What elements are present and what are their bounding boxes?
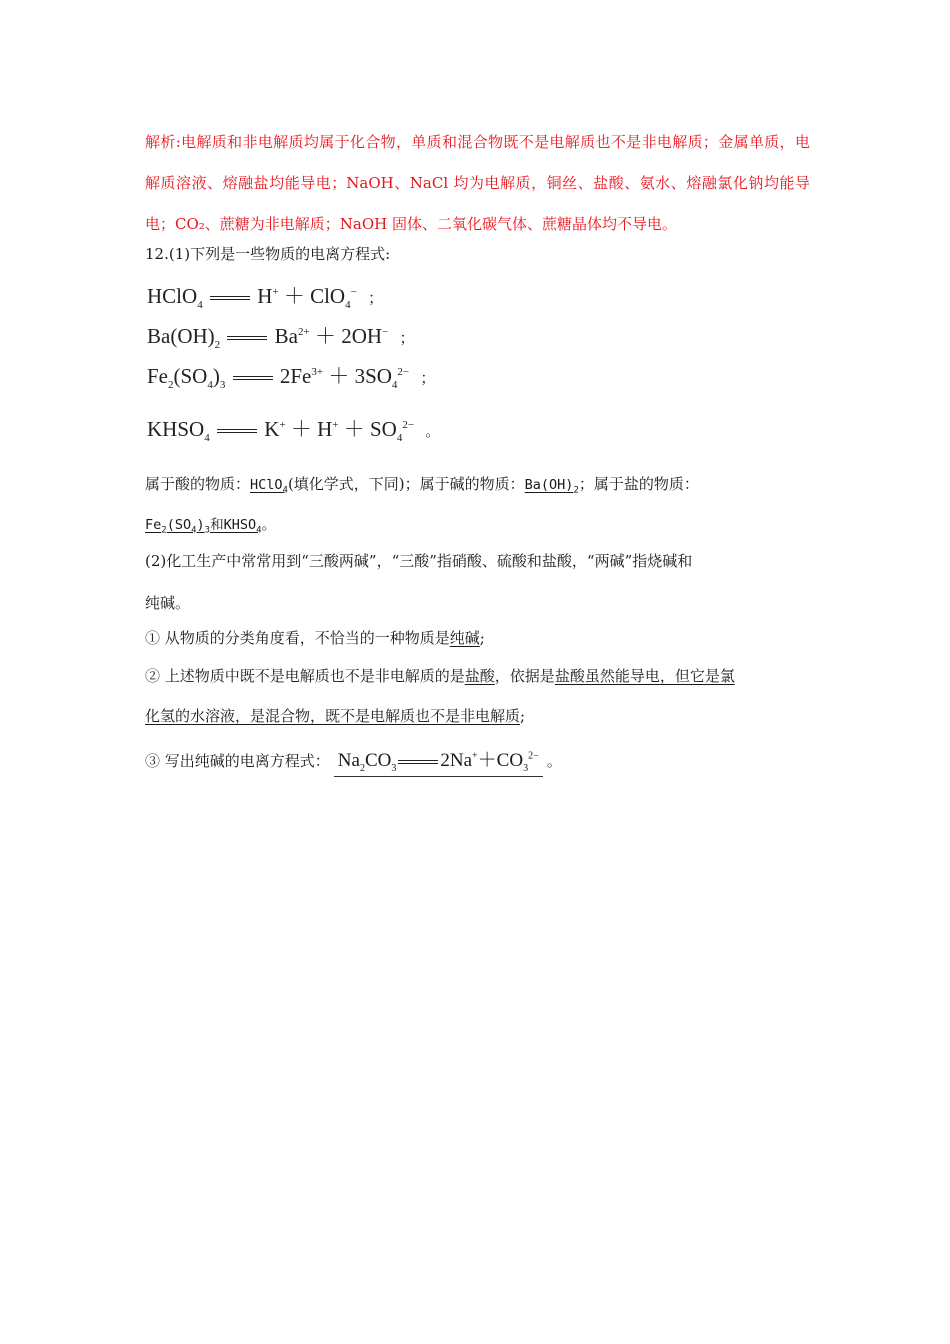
analysis-paragraph: 解析:电解质和非电解质均属于化合物，单质和混合物既不是电解质也不是非电解质；金属单质，电解质溶液、熔融盐均能导电；NaOH、NaCl 均为电解质，铜丝、盐酸、氨水、熔融氯化钠均能导电；CO₂、蔗糖为非电解质；NaOH 固体、二氧化碳气体、蔗糖晶体均不导电。 [145,133,810,233]
equals-arrow [233,376,273,380]
equals-arrow [210,296,250,300]
q2-reason-a: 盐酸虽然能导电，但它是氯 [554,667,735,685]
equation-fe2so43: $Fe_2(SO_4)_3$ $2Fe^{3+} + 3SO_4^{2-}$ ； [147,364,436,392]
subquestion-1: ① 从物质的分类角度看，不恰当的一种物质是纯碱; [145,629,485,647]
part2-line2: 纯碱。 [145,594,191,612]
equation-khso4: $KHSO_4$ $K^+ + H^+ + SO_4^{2-}$ 。 [147,417,441,445]
equals-arrow [398,760,438,764]
equals-arrow [227,336,267,340]
equals-arrow [217,429,257,433]
classification-line: 属于酸的物质：HClO$_4$(填化学式，下同)；属于碱的物质：$Ba(OH)_2$；属于盐的物质： [145,475,699,496]
q1-answer: 纯碱 [449,629,480,647]
question-title: 12.(1)下列是一些物质的电离方程式: [145,245,391,263]
q2-answer: 盐酸 [464,667,495,685]
part2-line1: (2)化工生产中常常用到“三酸两碱”，“三酸”指硝酸、硫酸和盐酸，“两碱”指烧碱和 [145,552,693,570]
equation-hclo4: HClO$_4$ H+ ＋ ClO$_4$− ； [147,284,384,312]
q3-answer-equation: $Na_2CO_3$ $2Na^++CO_3^{2-}$ [334,745,543,777]
q2-reason-b: 化氢的水溶液，是混合物，既不是电解质也不是非电解质 [145,707,521,725]
subquestion-2: ② 上述物质中既不是电解质也不是非电解质的是盐酸，依据是盐酸虽然能导电，但它是氯 [145,667,735,685]
equation-baoh2: $Ba(OH)_2$ $Ba^{2+} + 2OH^-$ ； [147,324,415,352]
subquestion-2-cont: 化氢的水溶液，是混合物，既不是电解质也不是非电解质; [145,707,526,725]
salt-answer-line: $Fe_2(SO_4)_3$和$KHSO_4$。 [145,515,277,536]
base-answer: $Ba(OH)_2$ [524,477,579,496]
salt-answer: $Fe_2(SO_4)_3$和$KHSO_4$ [145,517,262,536]
acid-answer: HClO$_4$ [250,477,288,496]
subquestion-3: ③ 写出纯碱的电离方程式： $Na_2CO_3$ $2Na^++CO_3^{2-}$ 。 [145,745,562,777]
